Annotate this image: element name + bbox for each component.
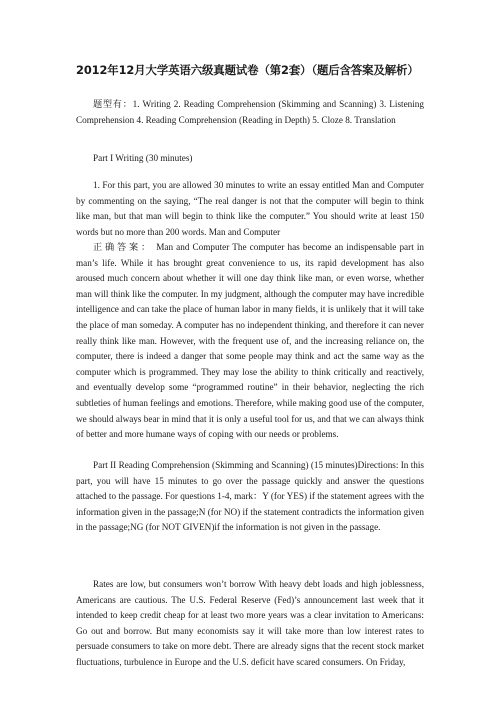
answer-text: Man and Computer The computer has become an indispensable part in man’s life. While it has brought great convenience to us, its rapid development has also aroused much concern about whether it will one day think like man, or even worse, whether man will think like the computer. In my judgment, although the computer may have incredible intelligence and can take the place of human labor in many fields, it is unlikely that it will take the place of man someday. A computer has no independent thinking, and therefore it can never really think like man. However, with the frequent use of, and the increasing reliance on, the computer, there is indeed a danger that some people may think and act the same way as the computer which is programmed. They may lose the ability to think critically and reactively, and eventually develop some “programmed routine” in their behavior, neglecting the rich subtleties of human feelings and emotions. Therefore, while making good use of the computer, we should always bear in mind that it is only a useful tool for us, and that we can always think of better and more humane ways of coping with our needs or problems. — [76, 242, 425, 440]
part2-directions: Part II Reading Comprehension (Skimming and Scanning) (15 minutes)Directions: In this part, you will have 15 minutes to go over the passage quickly and answer the questions attached to the passage. For questions 1-4, mark：Y (for YES) if the statement agrees with the information given in the passage;N (for NO) if the statement contradicts the information given in the passage;NG (for NOT GIVEN)if the information is not given in the passage. — [76, 460, 424, 533]
question-types-intro: 题型有：1. Writing 2. Reading Comprehension (Skimming and Scanning) 3. Listening Comprehension 4. Reading Comprehension (Reading in Depth) 5. Cloze 8. Translation — [76, 99, 424, 125]
answer-label: 正确答案： — [93, 242, 154, 252]
writing-question-1: 1. For this part, you are allowed 30 minutes to write an essay entitled Man and Computer by commenting on the saying, “The real danger is not that the computer will begin to think like man, but that man will begin to think like the computer.” You should write at least 150 words but no more than 200 words. Man and Computer — [76, 180, 424, 237]
part1-heading: Part I Writing (30 minutes) — [93, 153, 193, 163]
model-answer — [76, 240, 424, 443]
reading-passage: Rates are low, but consumers won’t borrow With heavy debt loads and high joblessness, Americans are cautious. The U.S. Federal Reserve (Fed)’s announcement last week that it intended to keep credit cheap for at least two more years was a clear invitation to Americans: Go out and borrow. But many economists say it will take more than low interest rates to persuade consumers to take on more debt. There are already signs that the recent stock market fluctuations, turbulence in Europe and the U.S. deficit have scared consumers. On Friday, — [76, 579, 424, 667]
document-title: 2012年12月大学英语六级真题试卷（第2套）（题后含答案及解析） — [76, 63, 419, 77]
